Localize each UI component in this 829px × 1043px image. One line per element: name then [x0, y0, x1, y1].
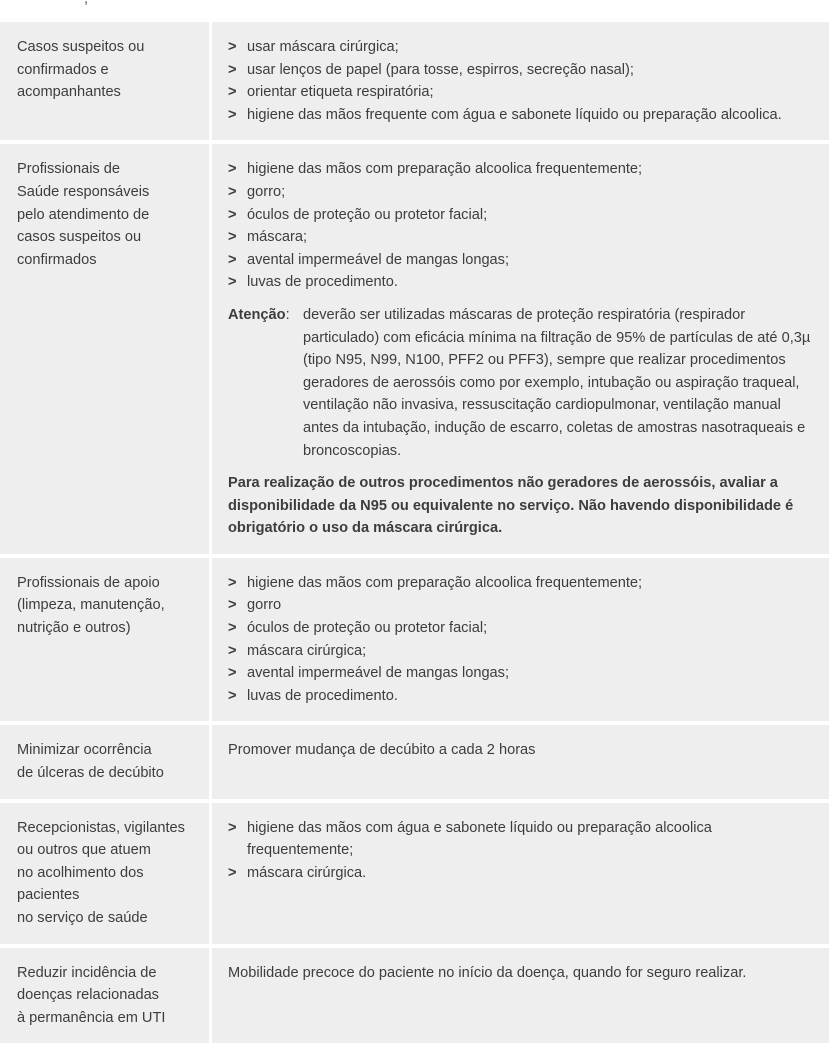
list-item-text: usar lenços de papel (para tosse, espirros, secreção nasal); [247, 61, 634, 78]
row-label [0, 22, 212, 140]
attention-label-wrap: Atenção: [228, 306, 290, 323]
list-item [228, 249, 819, 272]
bullet-marker: > [228, 229, 237, 246]
row-content [212, 725, 829, 798]
label-line: pelo atendimento de [17, 206, 150, 223]
bullet-marker: > [228, 183, 237, 200]
table-row [0, 558, 829, 726]
list-item-text: gorro [247, 597, 282, 614]
table-row [0, 803, 829, 948]
label-line: no acolhimento dos [17, 864, 144, 881]
list-item-text: higiene das mãos com preparação alcoolica frequentemente; [247, 574, 643, 591]
list-item [228, 104, 819, 127]
label-line: Reduzir incidência de [17, 964, 157, 981]
row-text: Mobilidade precoce do paciente no início da doença, quando for seguro realizar. [228, 964, 747, 981]
list-item-text: gorro; [247, 183, 286, 200]
label-line: doenças relacionadas [17, 987, 159, 1004]
bold-note: Para realização de outros procedimentos não geradores de aerossóis, avaliar a disponibilidade da N95 ou equivalente no serviço. Não havendo disponibilidade é obrigatório o uso da máscara cirúrgica. [228, 475, 794, 537]
bullet-list [228, 158, 819, 294]
label-line: ou outros que atuem [17, 842, 151, 859]
row-text: Promover mudança de decúbito a cada 2 horas [228, 742, 536, 759]
bullet-marker: > [228, 84, 237, 101]
list-item-text: máscara cirúrgica. [247, 864, 367, 881]
list-item [228, 59, 819, 82]
list-item [228, 181, 819, 204]
bullet-marker: > [228, 161, 237, 178]
list-item-text: luvas de procedimento. [247, 274, 398, 291]
bullet-marker: > [228, 620, 237, 637]
bullet-marker: > [228, 106, 237, 123]
list-item-text: orientar etiqueta respiratória; [247, 84, 434, 101]
list-item [228, 36, 819, 59]
list-item-text: avental impermeável de mangas longas; [247, 251, 510, 268]
row-label [0, 144, 212, 554]
label-line: no serviço de saúde [17, 910, 148, 926]
top-cropped-text [0, 0, 829, 22]
bullet-marker: > [228, 597, 237, 614]
bullet-marker: > [228, 251, 237, 268]
bullet-marker: > [228, 574, 237, 591]
row-label [0, 948, 212, 1043]
bullet-list [228, 817, 819, 885]
list-item [228, 862, 819, 885]
list-item-text: óculos de proteção ou protetor facial; [247, 620, 488, 637]
list-item-text: óculos de proteção ou protetor facial; [247, 206, 488, 223]
list-item-text: avental impermeável de mangas longas; [247, 665, 510, 682]
list-item [228, 685, 819, 708]
bullet-marker: > [228, 274, 237, 291]
list-item-text: máscara cirúrgica; [247, 642, 367, 659]
list-item [228, 81, 819, 104]
list-item [228, 572, 819, 595]
label-line: Casos suspeitos ou [17, 39, 145, 55]
label-line: pacientes [17, 887, 80, 904]
row-content [212, 558, 829, 722]
row-content [212, 803, 829, 944]
bullet-marker: > [228, 642, 237, 659]
list-item [228, 226, 819, 249]
row-content [212, 948, 829, 1043]
list-item [228, 640, 819, 663]
label-line: casos suspeitos ou [17, 229, 142, 246]
bullet-list [228, 572, 819, 708]
list-item [228, 158, 819, 181]
label-line: nutrição e outros) [17, 620, 131, 637]
header-fragment [84, 0, 88, 11]
bullet-marker: > [228, 864, 237, 881]
list-item [228, 662, 819, 685]
label-line: Profissionais de apoio [17, 574, 160, 591]
table-row [0, 144, 829, 558]
row-label [0, 803, 212, 944]
bullet-marker: > [228, 687, 237, 704]
bullet-marker: > [228, 206, 237, 223]
label-line: de úlceras de decúbito [17, 765, 164, 782]
bullet-marker: > [228, 819, 237, 836]
table-row [0, 725, 829, 802]
table-row [0, 22, 829, 144]
label-line: acompanhantes [17, 84, 121, 101]
bullet-marker: > [228, 61, 237, 78]
bullet-marker: > [228, 39, 237, 55]
label-line: Minimizar ocorrência [17, 742, 152, 759]
list-item-text: máscara; [247, 229, 308, 246]
protocol-table [0, 22, 829, 1043]
label-line: Profissionais de [17, 161, 121, 178]
label-line: Recepcionistas, vigilantes [17, 819, 185, 836]
list-item [228, 271, 819, 294]
attention-text: deverão ser utilizadas máscaras de proteção respiratória (respirador particulado) com eficácia mínima na filtração de 95% de partículas de até 0,3µ (tipo N95, N99, N100, PFF2 ou PFF3), sempre que realizar procedimentos geradores de aerossóis como por exemplo, intubação ou aspiração traqueal, ventilação não invasiva, ressuscitação cardiopulmonar, ventilação manual antes da intubação, indução de escarro, coletas de amostras nasotraqueais e broncoscopias. [303, 306, 811, 459]
list-item-text: higiene das mãos com água e sabonete líquido ou preparação alcoolica frequentemente; [247, 819, 712, 859]
row-content [212, 22, 829, 140]
bullet-list [228, 36, 819, 126]
bullet-marker: > [228, 665, 237, 682]
list-item [228, 594, 819, 617]
list-item [228, 204, 819, 227]
label-line: confirmados e [17, 61, 109, 78]
row-label [0, 725, 212, 798]
list-item [228, 617, 819, 640]
row-label [0, 558, 212, 722]
list-item-text: higiene das mãos frequente com água e sabonete líquido ou preparação alcoolica. [247, 106, 782, 123]
attention-label: Atenção [228, 306, 286, 323]
list-item [228, 817, 819, 862]
row-content [212, 144, 829, 554]
list-item-text: luvas de procedimento. [247, 687, 398, 704]
label-line: Saúde responsáveis [17, 183, 150, 200]
table-row [0, 948, 829, 1043]
label-line: à permanência em UTI [17, 1009, 166, 1026]
label-line: confirmados [17, 251, 97, 268]
label-line: (limpeza, manutenção, [17, 597, 165, 614]
attention-note [228, 304, 819, 462]
list-item-text: usar máscara cirúrgica; [247, 39, 399, 55]
list-item-text: higiene das mãos com preparação alcoolica frequentemente; [247, 161, 643, 178]
